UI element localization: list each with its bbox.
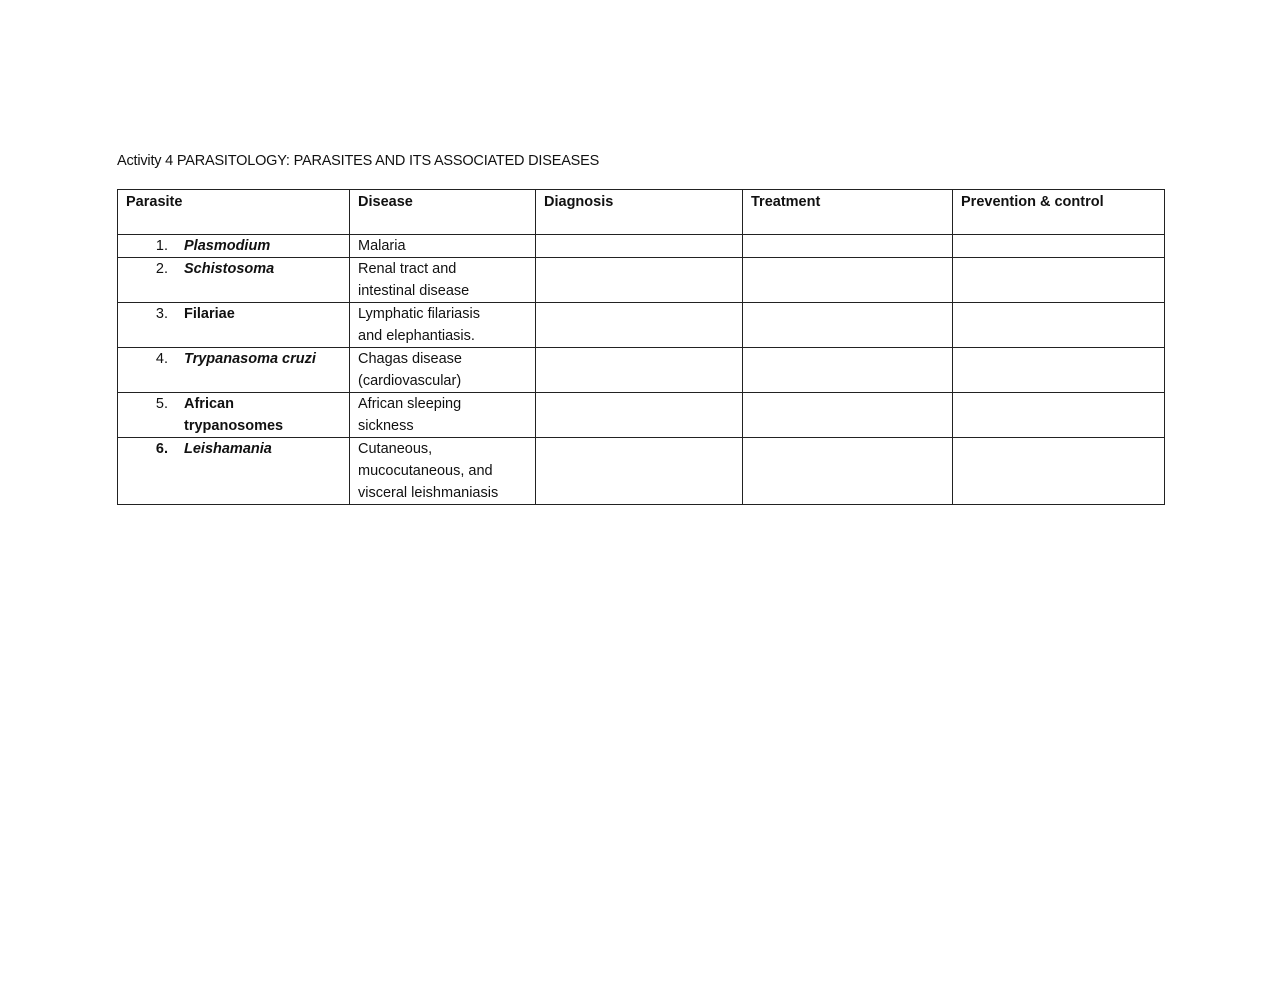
prevention-cell (953, 303, 1165, 348)
row-number: 3. (155, 306, 168, 322)
parasite-name: Plasmodium (184, 238, 271, 254)
treatment-cell (743, 348, 953, 393)
row-number: 4. (155, 351, 168, 367)
parasite-cell (118, 303, 350, 348)
parasite-name: Leishamania (184, 441, 272, 457)
disease-cell: African sleeping sickness (350, 393, 536, 438)
header-disease: Disease (350, 190, 536, 235)
table-row (118, 438, 1165, 505)
prevention-cell (953, 235, 1165, 258)
header-diagnosis: Diagnosis (536, 190, 743, 235)
row-number: 1. (155, 238, 168, 254)
diagnosis-cell (536, 438, 743, 505)
table-row (118, 393, 1165, 438)
parasite-cell (118, 235, 350, 258)
diagnosis-cell (536, 348, 743, 393)
disease-cell: Lymphatic filariasis and elephantiasis. (350, 303, 536, 348)
disease-cell: Malaria (350, 235, 536, 258)
parasite-cell (118, 438, 350, 505)
prevention-cell (953, 348, 1165, 393)
diagnosis-cell (536, 258, 743, 303)
disease-cell: Chagas disease (cardiovascular) (350, 348, 536, 393)
diagnosis-cell (536, 393, 743, 438)
header-parasite: Parasite (118, 190, 350, 235)
parasite-cell (118, 393, 350, 438)
disease-cell: Cutaneous, mucocutaneous, and visceral leishmaniasis (350, 438, 536, 505)
disease-cell: Renal tract and intestinal disease (350, 258, 536, 303)
treatment-cell (743, 258, 953, 303)
prevention-cell (953, 258, 1165, 303)
row-number: 5. (155, 396, 168, 412)
parasite-name: Trypanasoma cruzi (184, 351, 316, 367)
prevention-cell (953, 438, 1165, 505)
table-row (118, 348, 1165, 393)
table-row (118, 258, 1165, 303)
page-title: Activity 4 PARASITOLOGY: PARASITES AND ITS ASSOCIATED DISEASES (117, 153, 600, 169)
table-row (118, 235, 1165, 258)
parasite-cell (118, 258, 350, 303)
parasite-name: Filariae (184, 306, 235, 322)
prevention-cell (953, 393, 1165, 438)
table-row (118, 303, 1165, 348)
parasites-table (117, 189, 1165, 505)
diagnosis-cell (536, 235, 743, 258)
row-number: 2. (155, 261, 168, 277)
treatment-cell (743, 438, 953, 505)
parasite-cell (118, 348, 350, 393)
parasite-name: Schistosoma (184, 261, 275, 277)
header-treatment: Treatment (743, 190, 953, 235)
table-header-row (118, 190, 1165, 235)
treatment-cell (743, 393, 953, 438)
treatment-cell (743, 303, 953, 348)
parasite-name: African trypanosomes (184, 396, 284, 434)
treatment-cell (743, 235, 953, 258)
diagnosis-cell (536, 303, 743, 348)
header-prevention-control: Prevention & control (953, 190, 1165, 235)
row-number: 6. (155, 441, 168, 457)
